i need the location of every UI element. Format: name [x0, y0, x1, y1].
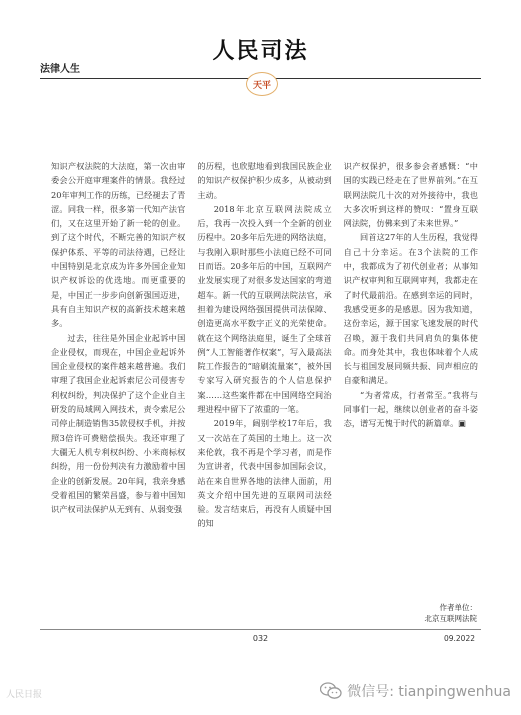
paragraph: 回首这27年的人生历程，我觉得自己十分幸运。在3个法院的工作中，我都成为了初代创业者；从事知识产权审判和互联网审判，我都走在了时代最前沿。在感到幸运的同时，我感受更多的是感恩。因为我知道，这份幸运，源于国家飞速发展的时代召唤，源于我们共同肩负的集体使命。而身处其中，我也体味着个人成长与祖国发展同频共振、同声相应的自豪和满足。: [343, 232, 478, 386]
paragraph: 的历程，也欣慰地看到我国民族企业的知识产权保护积少成多，从被动到主动。: [197, 161, 332, 200]
column-1: [51, 159, 185, 604]
column-3: [344, 159, 478, 604]
footer-rule: [40, 629, 481, 630]
paragraph: 2019年，阔别学校17年后，我又一次站在了英国的土地上。这一次来伦敦，我不再是个学习者，而是作为宣讲者，代表中国参加国际会议，站在来自世界各地的法律人面前，用英文介绍中国先进的互联网司法经验。发言结束后，再没有人质疑中国的知: [197, 418, 332, 529]
author-label: 作者单位：: [439, 603, 477, 612]
wechat-icon: [320, 682, 342, 700]
paragraph: [344, 388, 478, 431]
author-org: 北京互联网法院: [424, 614, 477, 623]
author-info: [425, 602, 478, 624]
wechat-id: 微信号: tianpingwenhua: [347, 684, 511, 700]
paragraph: 识产权保护，很多参会者感慨：“中国的实践已经走在了世界前列。”在互联网法院几十次的对外接待中，我也大多次听到这样的赞叹：“置身互联网法院，仿佛来到了未来世界。”: [343, 161, 478, 229]
article-body: [51, 159, 478, 604]
section-label: 法律人生: [40, 64, 80, 75]
end-mark-icon: ▣: [458, 418, 467, 429]
magazine-title: 人民司法: [212, 38, 309, 64]
page-number: 032: [252, 634, 269, 643]
watermark-right: [320, 681, 511, 701]
paragraph: 知识产权法院的大法庭，第一次由审委会公开庭审理案件的情景。我经过20年审判工作的历练，已经褪去了青涩。同我一样，很多第一代知产法官们，又在这里开始了新一轮的创业。到了这个时代，不断完善的知识产权保护体系、平等的司法待遇，已经让中国特别是北京成为许多外国企业知识产权诉讼的优选地。而更重要的是，中国正一步步向创新强国迈进，具有自主知识产权的高新技术越来越多。: [51, 161, 186, 329]
watermark-left: 人民日报: [6, 690, 43, 700]
column-2: [197, 159, 331, 604]
column-seal: 天平: [246, 72, 278, 96]
paragraph: 过去，往往是外国企业起诉中国企业侵权，而现在，中国企业起诉外国企业侵权的案件越来越普遍。我们审理了我国企业起诉索尼公司侵害专利权纠纷，判决保护了这个企业自主研发的局域网入网技术，责令索尼公司停止制造销售35款侵权手机，并按照3倍许可费赔偿损失。我还审理了大疆无人机专利权纠纷、小米商标权纠纷，用一份份判决有力激励着中国企业的创新发展。20年间，我亲身感受着祖国的繁荣昌盛，参与着中国知识产权司法保护从无到有、从弱变强: [51, 332, 186, 515]
paragraph: 2018年北京互联网法院成立后，我再一次投入到一个全新的创业历程中。20多年后先进的网络法庭，与我刚入职时那些小法庭已经不可同日而语。20多年后的中国，互联网产业发展实现了对很多发达国家的弯道超车。新一代的互联网法院法官，承担着为建设网络强国提供司法保障、创造更高水平数字正义的光荣使命。就在这个网络法庭里，诞生了全球首例“人工智能著作权案”，写入最高法院工作报告的“暗刷流量案”，被外国专家写入研究报告的个人信息保护案……这些案件都在中国网络空间治理进程中留下了浓重的一笔。: [197, 203, 332, 415]
closing-text: “为者常成，行者常至。”我将与同事们一起，继续以创业者的奋斗姿态，谱写无愧于时代的新篇章。: [343, 389, 478, 429]
issue-date: 09.2022: [443, 634, 475, 643]
